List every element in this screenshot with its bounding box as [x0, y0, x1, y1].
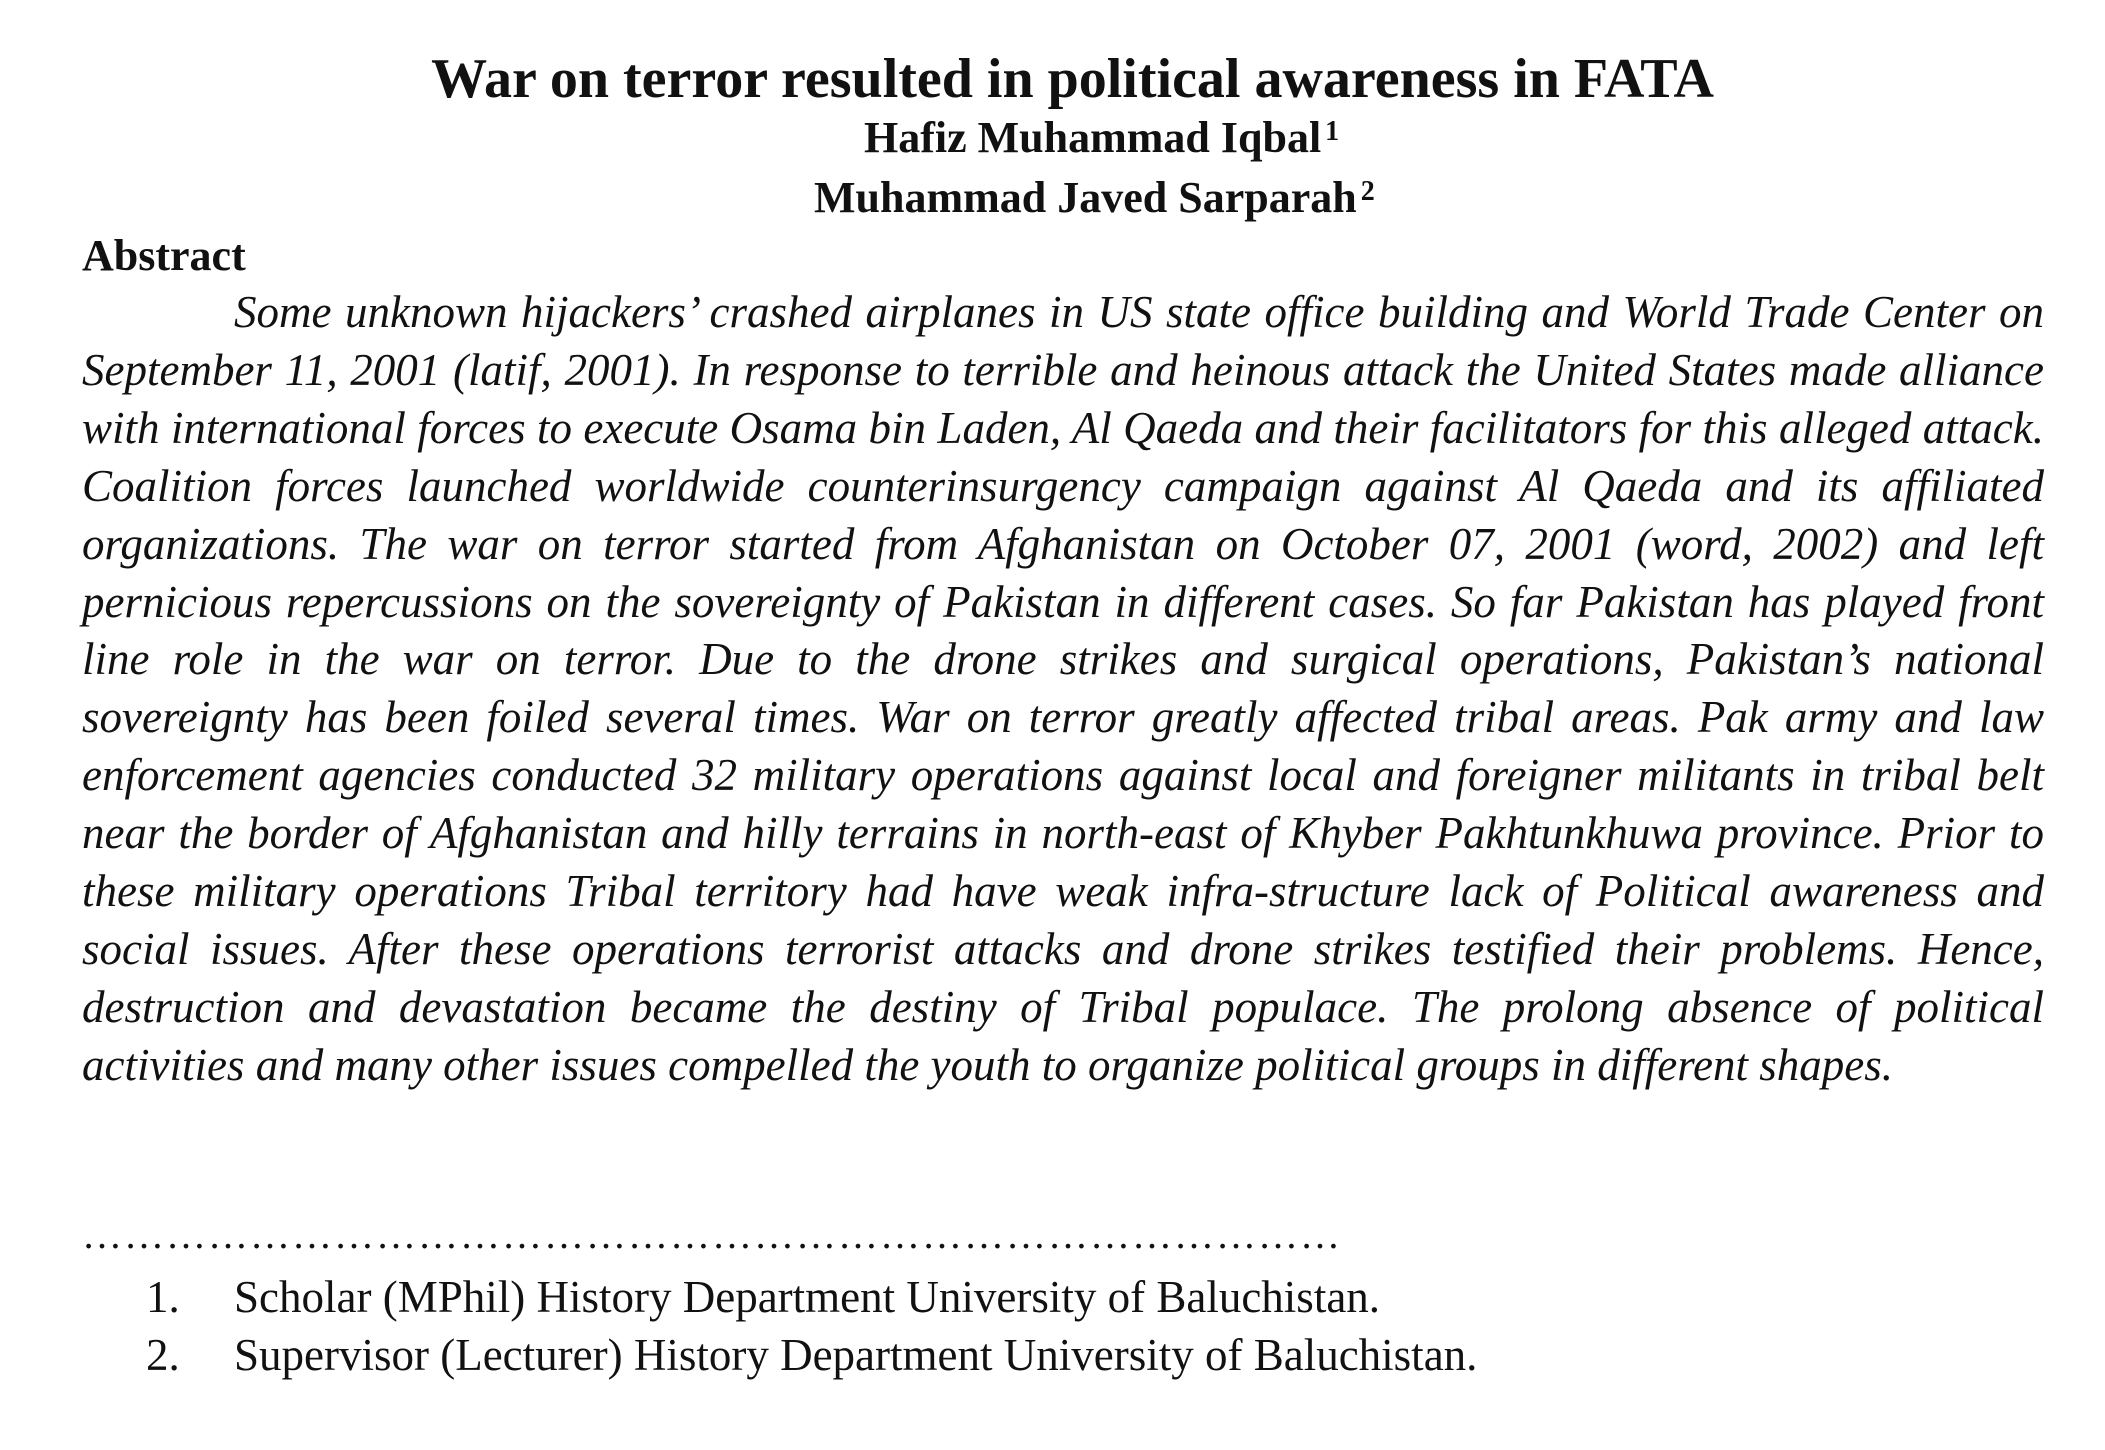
footnotes-list	[146, 1268, 1477, 1384]
footnote-text: Supervisor (Lecturer) History Department University of Baluchistan.	[234, 1330, 1478, 1380]
footnote-number: 1.	[146, 1272, 180, 1322]
author-1-name: Hafiz Muhammad Iqbal	[864, 113, 1322, 162]
abstract-heading: Abstract	[82, 231, 246, 280]
author-2-marker: 2	[1360, 176, 1375, 207]
author-1	[864, 110, 1339, 166]
footnote-number: 2.	[146, 1330, 180, 1380]
abstract-body: Some unknown hijackers’ crashed airplanes in US state office building and World Trade Center on September 11, 2001 (latif, 2001). In response to terrible and heinous attack the United States made alliance with international forces to execute Osama bin Laden, Al Qaeda and their facilitators for this alleged attack. Coalition forces launched worldwide counterinsurgency campaign against Al Qaeda and its affiliated organizations. The war on terror started from Afghanistan on October 07, 2001 (word, 2002) and left pernicious repercussions on the sovereignty of Pakistan in different cases. So far Pakistan has played front line role in the war on terror. Due to the drone strikes and surgical operations, Pakistan’s national sovereignty has been foiled several times. War on terror greatly affected tribal areas. Pak army and law enforcement agencies conducted 32 military operations against local and foreigner militants in tribal belt near the border of Afghanistan and hilly terrains in north-east of Khyber Pakhtunkhuwa province. Prior to these military operations Tribal territory had have weak infra-structure lack of Political awareness and social issues. After these operations terrorist attacks and drone strikes testified their problems. Hence, destruction and devastation became the destiny of Tribal populace. The prolong absence of political activities and many other issues compelled the youth to organize political groups in different shapes.	[82, 287, 2044, 1090]
author-1-marker: 1	[1325, 116, 1340, 147]
footnote-separator: ………………………………………………………………………………	[82, 1212, 1342, 1257]
footnote-item	[146, 1268, 1477, 1326]
author-2	[814, 170, 1375, 226]
footnote-item	[146, 1326, 1477, 1384]
author-2-name: Muhammad Javed Sarparah	[814, 173, 1357, 222]
footnote-text: Scholar (MPhil) History Department University of Baluchistan.	[234, 1272, 1381, 1322]
paper-title: War on terror resulted in political awareness in FATA	[431, 48, 1714, 110]
